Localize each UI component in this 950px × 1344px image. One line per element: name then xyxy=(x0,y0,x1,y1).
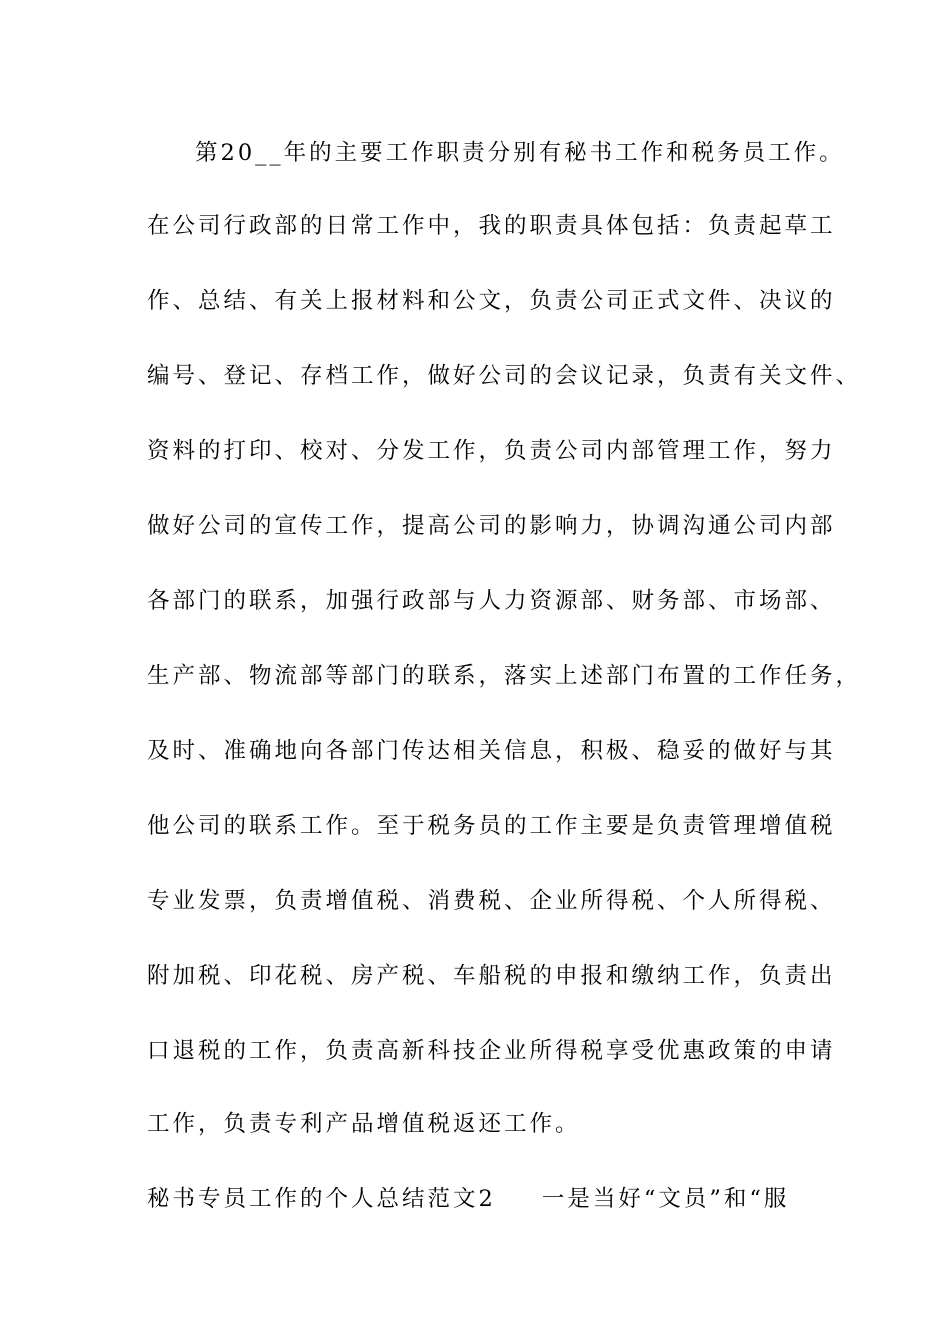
text-line: 在公司行政部的日常工作中，我的职责具体包括：负责起草工 xyxy=(147,213,836,239)
text-line: 口退税的工作，负责高新科技企业所得税享受优惠政策的申请 xyxy=(147,1038,836,1064)
section-heading: 秘书专员工作的个人总结范文2 xyxy=(147,1186,496,1212)
text-line: 作、总结、有关上报材料和公文，负责公司正式文件、决议的 xyxy=(147,288,836,314)
text-line: 各部门的联系，加强行政部与人力资源部、财务部、市场部、 xyxy=(147,588,836,614)
text-line: 生产部、物流部等部门的联系，落实上述部门布置的工作任务， xyxy=(147,663,862,689)
section-heading-line xyxy=(147,1184,789,1214)
section-text: 一是当好“文员”和“服 xyxy=(541,1186,790,1212)
text-line: 附加税、印花税、房产税、车船税的申报和缴纳工作，负责出 xyxy=(147,963,836,989)
text-line: 第20__年的主要工作职责分别有秘书工作和税务员工作。 xyxy=(195,140,845,166)
text-line: 资料的打印、校对、分发工作，负责公司内部管理工作，努力 xyxy=(147,438,836,464)
text-line: 工作，负责专利产品增值税返还工作。 xyxy=(147,1111,581,1137)
text-line: 及时、准确地向各部门传达相关信息，积极、稳妥的做好与其 xyxy=(147,738,836,764)
text-line: 做好公司的宣传工作，提高公司的影响力，协调沟通公司内部 xyxy=(147,513,836,539)
text-line: 他公司的联系工作。至于税务员的工作主要是负责管理增值税 xyxy=(147,813,836,839)
text-line: 专业发票，负责增值税、消费税、企业所得税、个人所得税、 xyxy=(147,888,836,914)
text-line: 编号、登记、存档工作，做好公司的会议记录，负责有关文件、 xyxy=(147,363,862,389)
